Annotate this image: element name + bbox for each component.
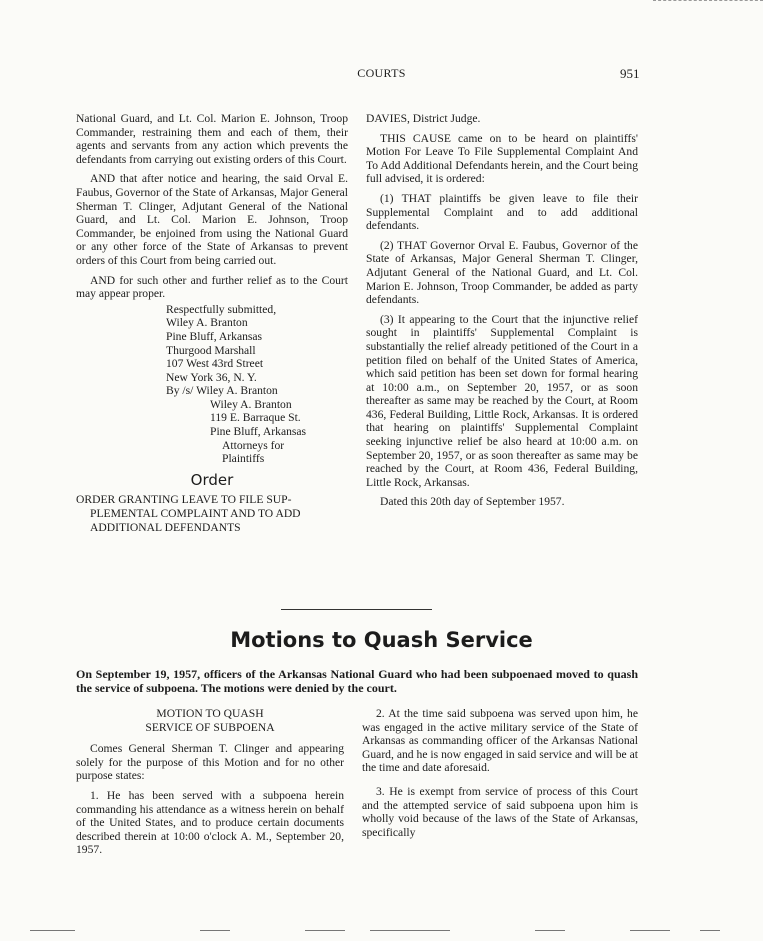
scan-noise — [0, 930, 763, 934]
signature-line: Wiley A. Branton — [210, 397, 292, 411]
scan-mark — [305, 930, 345, 931]
signature-line: Pine Bluff, Arkansas — [166, 329, 263, 343]
right-column — [366, 112, 638, 515]
motion-item: 2. At the time said subpoena was served upon him, he was engaged in the active military service of the State of Arkansas as commanding officer of the Arkansas National Guard, and he is now engaged in said service and will be at the time and date aforesaid. — [362, 707, 638, 775]
order-paragraph: (2) THAT Governor Orval E. Faubus, Governor of the State of Arkansas, Major General Sherman T. Clinger, Adjutant General of the National Guard, and Lt. Col. Marion E. Johnson, Troop Commander, be added as party defendants. — [366, 238, 638, 307]
judge-line: DAVIES, District Judge. — [366, 112, 481, 125]
signature-line: New York 36, N. Y. — [166, 370, 257, 384]
petition-paragraph: National Guard, and Lt. Col. Marion E. Johnson, Troop Commander, restraining them and each of them, their agents and servants from any action which prevents the defendants from carrying out existing orders of this Court. — [76, 112, 348, 166]
running-head-title: COURTS — [357, 66, 406, 80]
section-divider — [281, 609, 432, 610]
left-column — [76, 112, 348, 534]
section-lede: On September 19, 1957, officers of the Arkansas National Guard who had been subpoenaed moved to quash the service of subpoena. The motions were denied by the court. — [76, 667, 638, 695]
order-caption — [76, 493, 348, 534]
order-paragraph: (3) It appearing to the Court that the injunctive relief sought in plaintiffs' Supplemental Complaint is substantially the relief already petitioned of the Court in a petition filed on behalf of the United States of America, which said petition has been set down for formal hearing at 10:00 a.m., on September 20, 1957, or as soon thereafter as same may be reached by the Court, at Room 436, Federal Building, Little Rock, Arkansas. It is ordered that hearing on plaintiffs' Supplemental Complaint seeking injunctive relief be also heard at 10:00 a.m. on September 20, 1957, or as soon thereafter as same may be reached by the Court, at Room 436, Federal Building, Little Rock, Arkansas. — [366, 312, 638, 489]
petition-paragraph: AND for such other and further relief as to the Court may appear proper. — [76, 273, 348, 301]
page-number: 951 — [620, 66, 640, 81]
order-dated: Dated this 20th day of September 1957. — [380, 495, 565, 509]
motion-item: 1. He has been served with a subpoena herein commanding his attendance as a witness herein on behalf of the United States, and to produce certain documents described therein at 10:00 o'clock A. M., September 20, 1957. — [76, 788, 344, 857]
signature-line: Plaintiffs — [222, 452, 265, 466]
motion-left-column — [76, 707, 344, 863]
motion-heading — [76, 707, 344, 734]
scan-mark — [700, 930, 720, 931]
section-title: Motions to Quash Service — [230, 628, 533, 652]
motion-heading-line: MOTION TO QUASH — [156, 707, 264, 720]
signature-line: Attorneys for — [222, 438, 285, 452]
order-caption-line: PLEMENTAL COMPLAINT AND TO ADD — [90, 507, 301, 521]
motion-heading-line: SERVICE OF SUBPOENA — [145, 720, 275, 734]
signature-line: 107 West 43rd Street — [166, 357, 264, 371]
signature-line: Respectfully submitted, — [166, 302, 277, 316]
scan-mark — [535, 930, 565, 931]
signature-line: By /s/ Wiley A. Branton — [166, 384, 278, 398]
scan-mark — [30, 930, 75, 931]
signature-line: Thurgood Marshall — [166, 343, 256, 357]
signature-line: Wiley A. Branton — [166, 316, 248, 330]
signature-line: Pine Bluff, Arkansas — [210, 425, 307, 439]
scan-mark — [370, 930, 450, 931]
petition-paragraph: AND that after notice and hearing, the said Orval E. Faubus, Governor of the State of Arkansas, Major General Sherman T. Clinger, Adjutant General of the National Guard, and Lt. Col. Marion E. Johnson, Troop Commander, be enjoined from using the National Guard or any other force of the State of Arkansas to prevent orders of this Court from being carried out. — [76, 172, 348, 267]
order-paragraph: (1) THAT plaintiffs be given leave to file their Supplemental Complaint and to add additional defendants. — [366, 191, 638, 233]
signature-block — [166, 303, 348, 466]
order-paragraph: THIS CAUSE came on to be heard on plaintiffs' Motion For Leave To File Supplemental Complaint And To Add Additional Defendants herein, and the Court being full advised, it is ordered: — [366, 131, 638, 186]
order-caption-line: ADDITIONAL DEFENDANTS — [90, 520, 241, 534]
motion-item: 3. He is exempt from service of process of this Court and the attempted service of said subpoena upon him is wholly void because of the laws of the State of Arkansas, specifically — [362, 784, 638, 839]
scan-edge-mark — [653, 0, 763, 1]
scan-mark — [630, 930, 670, 931]
running-head — [0, 66, 763, 86]
order-heading: Order — [190, 470, 234, 489]
motion-paragraph: Comes General Sherman T. Clinger and appearing solely for the purpose of this Motion and for no other purpose states: — [76, 742, 344, 783]
order-caption-line: ORDER GRANTING LEAVE TO FILE SUP- — [76, 493, 292, 507]
signature-line: 119 E. Barraque St. — [210, 411, 301, 425]
motion-right-column — [362, 707, 638, 845]
scan-mark — [200, 930, 230, 931]
